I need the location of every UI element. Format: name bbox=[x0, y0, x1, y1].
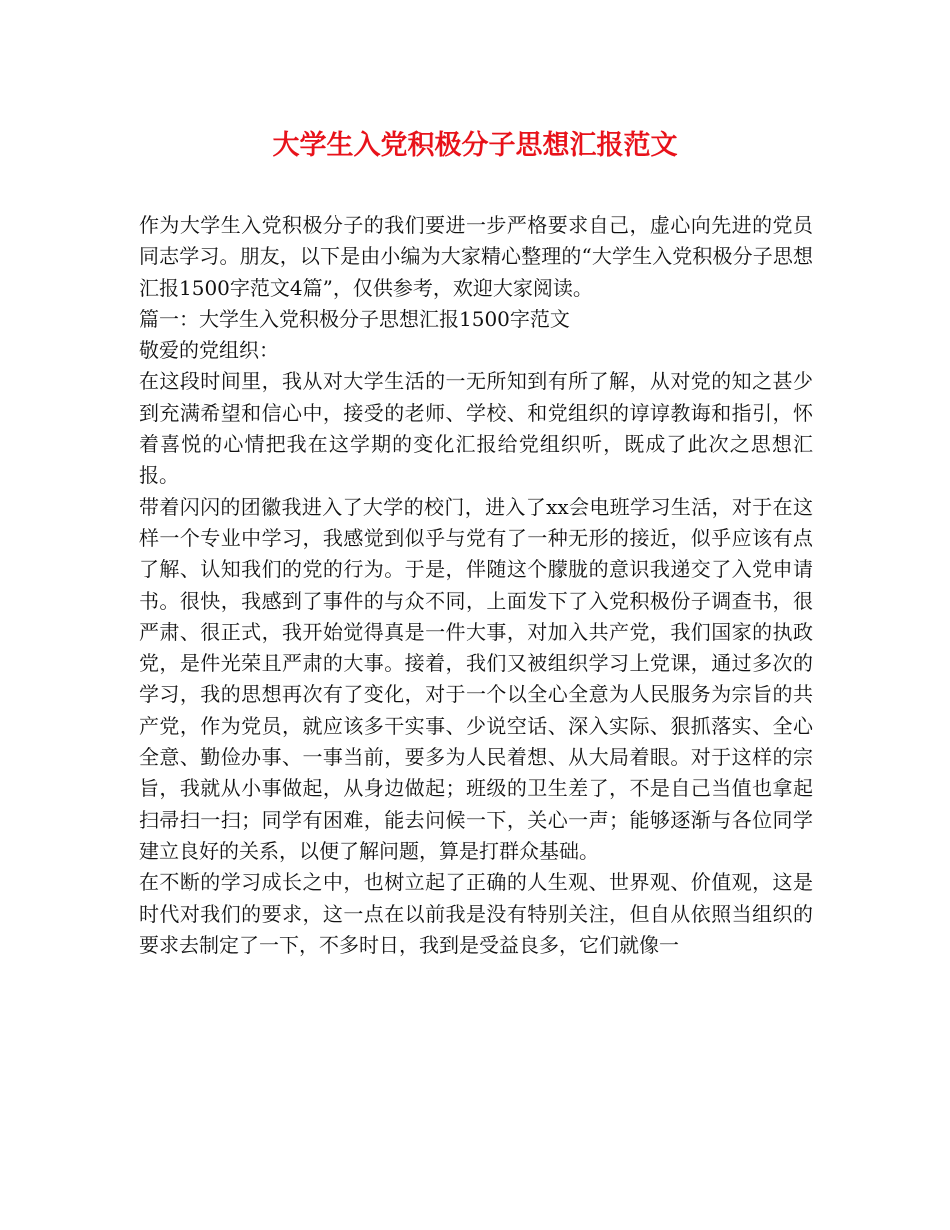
salutation: 敬爱的党组织： bbox=[139, 338, 279, 363]
body-paragraph: 在这段时间里，我从对大学生活的一无所知到有所了解，从对党的知之甚少到充满希望和信心中，接受的老师、学校、和党组织的谆谆教诲和指引，怀着喜悦的心情把我在这学期的变化汇报给党组织听，既成了此次之思想汇报。 bbox=[139, 369, 813, 488]
intro-paragraph: 作为大学生入党积极分子的我们要进一步严格要求自己，虚心向先进的党员同志学习。朋友，以下是由小编为大家精心整理的“大学生入党积极分子思想汇报1500字范文4篇”，仅供参考，欢迎大家阅读。 bbox=[139, 213, 813, 300]
section-heading: 篇一：大学生入党积极分子思想汇报1500字范文 bbox=[139, 306, 570, 331]
document-body bbox=[139, 210, 813, 961]
document-title: 大学生入党积极分子思想汇报范文 bbox=[272, 130, 678, 161]
body-paragraph: 带着闪闪的团徽我进入了大学的校门，进入了xx会电班学习生活，对于在这样一个专业中学习，我感觉到似乎与党有了一种无形的接近，似乎应该有点了解、认知我们的党的行为。于是，伴随这个朦胧的意识我递交了入党申请书。很快，我感到了事件的与众不同，上面发下了入党积极份子调查书，很严肃、很正式，我开始觉得真是一件大事，对加入共产党，我们国家的执政党，是件光荣且严肃的大事。接着，我们又被组织学习上党课，通过多次的学习，我的思想再次有了变化，对于一个以全心全意为人民服务为宗旨的共产党，作为党员，就应该多干实事、少说空话、深入实际、狠抓落实、全心全意、勤俭办事、一事当前，要多为人民着想、从大局着眼。对于这样的宗旨，我就从小事做起，从身边做起；班级的卫生差了，不是自己当值也拿起扫帚扫一扫；同学有困难，能去问候一下，关心一声；能够逐渐与各位同学建立良好的关系，以便了解问题，算是打群众基础。 bbox=[139, 494, 813, 863]
body-paragraph: 在不断的学习成长之中，也树立起了正确的人生观、世界观、价值观，这是时代对我们的要求，这一点在以前我是没有特别关注，但自从依照当组织的要求去制定了一下，不多时日，我到是受益良多，它们就像一 bbox=[139, 870, 813, 957]
